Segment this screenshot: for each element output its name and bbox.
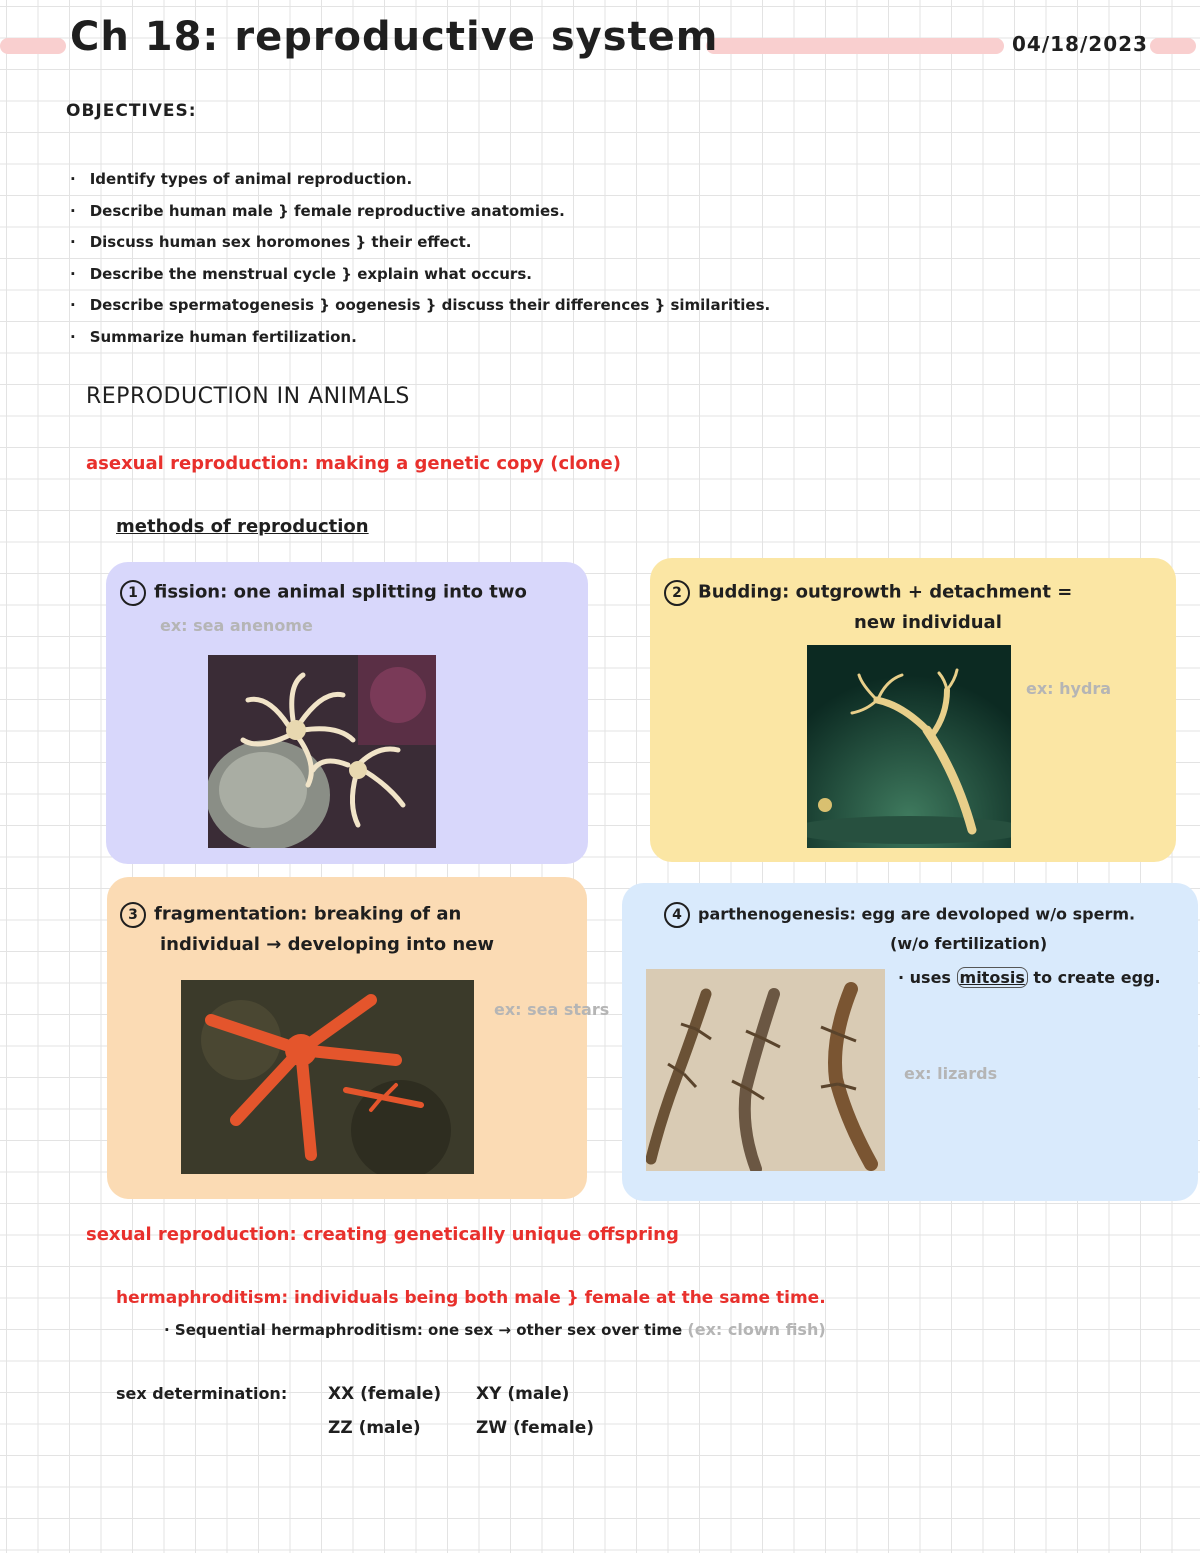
objective-item: · Describe the menstrual cycle } explain what occurs. [70,260,770,292]
hydra-photo [807,645,1011,848]
sea-anemone-photo [208,655,436,848]
fission-title: fission: one animal splitting into two [154,581,527,603]
number-badge: 3 [120,902,146,928]
objective-item: · Describe spermatogenesis } oogenesis } discuss their differences } similarities. [70,291,770,323]
budding-title-line2: new individual [854,612,1002,633]
number-badge: 4 [664,902,690,928]
number-badge: 2 [664,580,690,606]
section-title: REPRODUCTION IN ANIMALS [86,384,410,409]
sex-det-xx: XX (female) [328,1384,442,1404]
page-date: 04/18/2023 [1012,32,1148,56]
fragmentation-example: ex: sea stars [494,1000,610,1019]
objective-item: · Discuss human sex horomones } their effect. [70,228,770,260]
objectives-list [70,165,770,354]
title-highlight-left [0,38,66,54]
fragmentation-title-line2: individual → developing into new [160,934,495,955]
budding-example: ex: hydra [1026,679,1112,698]
sex-determination-label: sex determination: [116,1384,288,1403]
sea-star-photo [181,980,474,1174]
objective-item: · Describe human male } female reproductive anatomies. [70,197,770,229]
page-title: Ch 18: reproductive system [70,14,719,60]
fragmentation-title-row [120,902,461,928]
sex-det-xy: XY (male) [476,1384,570,1404]
sequential-text: · Sequential hermaphroditism: one sex → other sex over time [164,1321,683,1339]
date-highlight-right [1150,38,1196,54]
sequential-hermaphroditism [164,1320,826,1339]
parthenogenesis-title-row [664,902,1135,928]
mitosis-word: mitosis [957,967,1028,988]
note-prefix: · uses [898,968,957,987]
fragmentation-title: fragmentation: breaking of an [154,903,462,925]
hermaphroditism-definition: hermaphroditism: individuals being both male } female at the same time. [116,1288,826,1308]
methods-heading: methods of reproduction [116,516,369,537]
parthenogenesis-example: ex: lizards [904,1064,998,1083]
note-suffix: to create egg. [1027,968,1161,987]
parthenogenesis-title-line2: (w/o fertilization) [890,934,1048,953]
budding-title-row [664,580,1072,606]
asexual-definition: asexual reproduction: making a genetic copy (clone) [86,453,621,474]
fission-title-row [120,580,527,606]
parthenogenesis-note [898,968,1161,987]
sequential-example: (ex: clown fish) [687,1320,826,1339]
fission-example: ex: sea anenome [160,616,313,635]
lizards-photo [646,969,885,1171]
objective-item: · Summarize human fertilization. [70,323,770,355]
sex-det-zz: ZZ (male) [328,1418,421,1438]
sexual-definition: sexual reproduction: creating genetically unique offspring [86,1224,679,1245]
objective-item: · Identify types of animal reproduction. [70,165,770,197]
parthenogenesis-title: parthenogenesis: egg are devoloped w/o sperm. [698,904,1136,924]
title-highlight-right [706,38,1004,54]
sex-det-zw: ZW (female) [476,1418,595,1438]
budding-title: Budding: outgrowth + detachment = [698,581,1073,603]
objectives-heading: OBJECTIVES: [66,101,197,121]
number-badge: 1 [120,580,146,606]
